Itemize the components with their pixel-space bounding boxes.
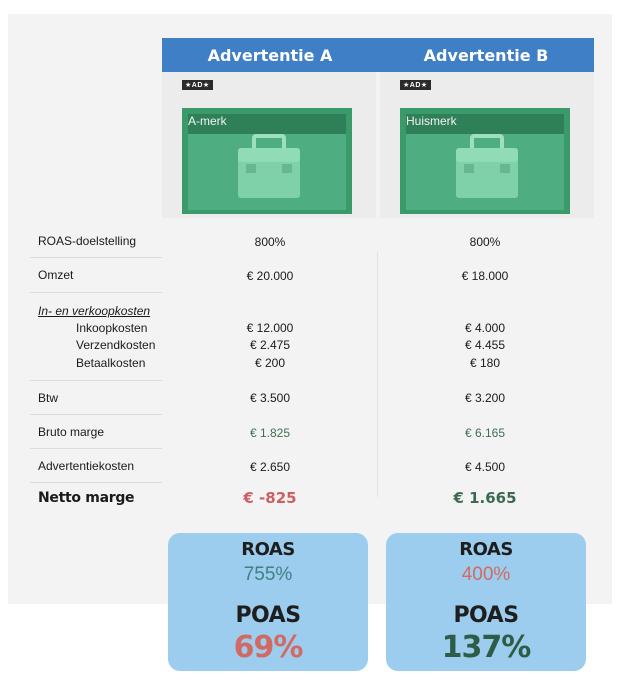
advkosten-a: € 2.650: [249, 460, 291, 474]
inkoop-b: € 4.000: [464, 321, 506, 335]
ad-b-image: [380, 72, 594, 218]
ad-b-header: Advertentie B: [378, 38, 594, 72]
poas-title: POAS: [453, 603, 519, 628]
btw-b: € 3.200: [464, 391, 506, 405]
row-label-inkoop: Inkoopkosten: [76, 321, 148, 335]
ad-b-image-label: Huismerk: [406, 114, 457, 128]
kpi-card-a: [168, 533, 368, 671]
row-label-omzet: Omzet: [38, 268, 74, 282]
ad-badge: ★AD★: [400, 80, 431, 90]
ad-a-image: [162, 72, 376, 218]
roas-target-b: 800%: [469, 235, 501, 249]
omzet-a: € 20.000: [246, 269, 294, 283]
roas-value: 400%: [461, 564, 511, 585]
row-divider: [30, 257, 162, 258]
roas-title: ROAS: [241, 539, 295, 560]
poas-title: POAS: [235, 603, 301, 628]
ad-a-header: Advertentie A: [162, 38, 378, 72]
row-divider: [30, 448, 162, 449]
poas-value: 137%: [441, 630, 531, 665]
product-box: [182, 108, 352, 214]
row-divider: [30, 482, 162, 483]
roas-title: ROAS: [459, 539, 513, 560]
ad-a-image-label: A-merk: [188, 114, 227, 128]
row-divider: [30, 292, 162, 293]
omzet-b: € 18.000: [461, 269, 509, 283]
row-label-roas-target: ROAS-doelstelling: [38, 234, 137, 248]
bruto-a: € 1.825: [249, 426, 291, 440]
netto-b: € 1.665: [453, 489, 517, 507]
row-label-advkosten: Advertentiekosten: [38, 459, 135, 473]
lunchbox-icon: [234, 134, 304, 204]
betaal-a: € 200: [254, 356, 286, 370]
poas-value: 69%: [233, 630, 303, 665]
row-label-betaal: Betaalkosten: [76, 356, 146, 370]
row-label-verzend: Verzendkosten: [76, 338, 156, 352]
row-divider: [30, 380, 162, 381]
row-divider: [30, 414, 162, 415]
row-label-netto: Netto marge: [38, 490, 135, 506]
costs-heading: In- en verkoopkosten: [38, 304, 151, 318]
bruto-b: € 6.165: [464, 426, 506, 440]
column-divider: [377, 252, 378, 497]
row-label-bruto: Bruto marge: [38, 425, 105, 439]
inkoop-a: € 12.000: [246, 321, 294, 335]
netto-a: € -825: [243, 489, 297, 507]
product-box: [400, 108, 570, 214]
verzend-a: € 2.475: [249, 338, 291, 352]
kpi-card-b: [386, 533, 586, 671]
betaal-b: € 180: [469, 356, 501, 370]
advkosten-b: € 4.500: [464, 460, 506, 474]
verzend-b: € 4.455: [464, 338, 506, 352]
row-label-btw: Btw: [38, 391, 59, 405]
btw-a: € 3.500: [249, 391, 291, 405]
lunchbox-icon: [452, 134, 522, 204]
roas-target-a: 800%: [254, 235, 286, 249]
roas-value: 755%: [243, 564, 293, 585]
ad-badge: ★AD★: [182, 80, 213, 90]
